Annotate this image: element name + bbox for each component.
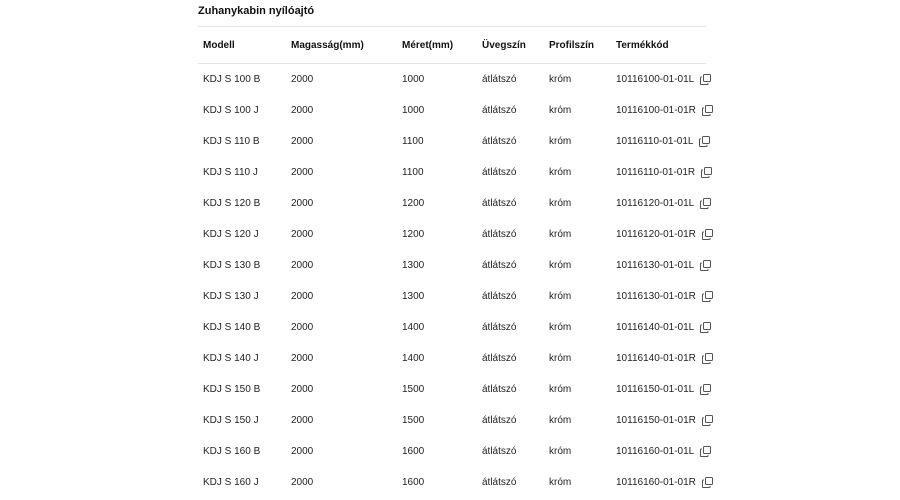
cell-profile-color: króm (549, 384, 572, 395)
table-row (198, 312, 706, 343)
table-row (198, 374, 706, 405)
product-code-text: 10116100-01-01L (616, 74, 695, 85)
product-code-text: 10116130-01-01L (616, 260, 695, 271)
product-code-wrapper (616, 343, 706, 374)
cell-profile-color: króm (549, 260, 572, 271)
cell-height: 2000 (291, 167, 314, 178)
cell-size: 1000 (402, 105, 425, 116)
cell-height: 2000 (291, 446, 314, 457)
product-code-text: 10116160-01-01L (616, 446, 695, 457)
cell-size: 1500 (402, 415, 425, 426)
cell-glass-color: átlátszó (482, 477, 517, 488)
cell-height: 2000 (291, 74, 314, 85)
cell-profile-color: króm (549, 229, 572, 240)
product-code-text: 10116150-01-01L (616, 384, 695, 395)
product-code-wrapper (616, 312, 706, 343)
copy-icon[interactable] (700, 446, 711, 457)
cell-model: KDJ S 140 B (203, 322, 261, 333)
column-header-height: Magasság(mm) (286, 27, 397, 64)
product-code-wrapper (616, 405, 706, 436)
table-row (198, 250, 706, 281)
copy-icon[interactable] (700, 74, 711, 85)
copy-icon[interactable] (700, 260, 711, 271)
product-code-text: 10116120-01-01R (616, 229, 696, 240)
product-code-wrapper (616, 281, 706, 312)
cell-profile-color: króm (549, 105, 572, 116)
cell-profile-color: króm (549, 198, 572, 209)
cell-height: 2000 (291, 353, 314, 364)
product-code-text: 10116140-01-01R (616, 353, 696, 364)
table-row (198, 467, 706, 498)
cell-product-code (611, 343, 706, 374)
column-header-product-code: Termékkód (611, 27, 706, 64)
cell-product-code (611, 374, 706, 405)
cell-model: KDJ S 160 J (203, 477, 259, 488)
cell-glass-color: átlátszó (482, 384, 517, 395)
cell-product-code (611, 157, 706, 188)
product-code-wrapper (616, 219, 706, 250)
product-code-text: 10116150-01-01R (616, 415, 696, 426)
cell-product-code (611, 126, 706, 157)
cell-profile-color: króm (549, 446, 572, 457)
cell-model: KDJ S 120 J (203, 229, 259, 240)
cell-glass-color: átlátszó (482, 136, 517, 147)
table-header-row (198, 27, 706, 64)
cell-model: KDJ S 150 J (203, 415, 259, 426)
product-code-wrapper (616, 157, 706, 188)
product-code-text: 10116160-01-01R (616, 477, 696, 488)
product-code-wrapper (616, 126, 706, 157)
product-code-text: 10116100-01-01R (616, 105, 696, 116)
cell-profile-color: króm (549, 136, 572, 147)
table-row (198, 219, 706, 250)
cell-model: KDJ S 110 J (203, 167, 258, 178)
cell-product-code (611, 188, 706, 219)
cell-height: 2000 (291, 291, 314, 302)
product-code-wrapper (616, 64, 706, 95)
column-header-glass-color: Üvegszín (477, 27, 544, 64)
product-code-text: 10116140-01-01L (616, 322, 695, 333)
cell-glass-color: átlátszó (482, 446, 517, 457)
table-row (198, 405, 706, 436)
product-code-text: 10116120-01-01L (616, 198, 695, 209)
copy-icon[interactable] (702, 353, 713, 364)
cell-size: 1500 (402, 384, 425, 395)
cell-height: 2000 (291, 136, 314, 147)
cell-product-code (611, 405, 706, 436)
column-header-size: Méret(mm) (397, 27, 477, 64)
cell-product-code (611, 250, 706, 281)
cell-model: KDJ S 120 B (203, 198, 261, 209)
product-code-wrapper (616, 436, 706, 467)
cell-glass-color: átlátszó (482, 260, 517, 271)
cell-profile-color: króm (549, 74, 572, 85)
cell-profile-color: króm (549, 291, 572, 302)
cell-glass-color: átlátszó (482, 291, 517, 302)
cell-height: 2000 (291, 260, 314, 271)
cell-size: 1400 (402, 353, 425, 364)
copy-icon[interactable] (702, 477, 713, 488)
product-code-wrapper (616, 374, 706, 405)
product-code-wrapper (616, 188, 706, 219)
table-row (198, 64, 706, 96)
cell-product-code (611, 281, 706, 312)
cell-height: 2000 (291, 105, 314, 116)
cell-product-code (611, 467, 706, 498)
column-header-profile-color: Profilszín (544, 27, 611, 64)
product-table-section (198, 0, 706, 498)
cell-model: KDJ S 100 B (203, 74, 261, 85)
cell-product-code (611, 436, 706, 467)
cell-size: 1600 (402, 446, 425, 457)
cell-glass-color: átlátszó (482, 198, 517, 209)
cell-model: KDJ S 160 B (203, 446, 261, 457)
cell-height: 2000 (291, 198, 314, 209)
copy-icon[interactable] (702, 229, 713, 240)
copy-icon[interactable] (699, 136, 710, 147)
table-row (198, 436, 706, 467)
table-row (198, 343, 706, 374)
cell-size: 1400 (402, 322, 425, 333)
cell-profile-color: króm (549, 167, 572, 178)
table-row (198, 281, 706, 312)
cell-size: 1100 (402, 136, 424, 147)
cell-size: 1300 (402, 291, 425, 302)
copy-icon[interactable] (701, 167, 712, 178)
cell-height: 2000 (291, 384, 314, 395)
cell-profile-color: króm (549, 353, 572, 364)
cell-profile-color: króm (549, 322, 572, 333)
cell-height: 2000 (291, 477, 314, 488)
cell-size: 1300 (402, 260, 425, 271)
cell-model: KDJ S 110 B (203, 136, 260, 147)
cell-model: KDJ S 150 B (203, 384, 261, 395)
copy-icon[interactable] (702, 415, 713, 426)
copy-icon[interactable] (702, 105, 713, 116)
cell-product-code (611, 64, 706, 96)
cell-model: KDJ S 100 J (203, 105, 259, 116)
cell-size: 1100 (402, 167, 424, 178)
cell-product-code (611, 312, 706, 343)
cell-size: 1600 (402, 477, 425, 488)
cell-profile-color: króm (549, 477, 572, 488)
product-table (198, 27, 706, 498)
product-code-text: 10116130-01-01R (616, 291, 696, 302)
cell-glass-color: átlátszó (482, 74, 517, 85)
cell-model: KDJ S 130 B (203, 260, 261, 271)
cell-glass-color: átlátszó (482, 322, 517, 333)
copy-icon[interactable] (702, 291, 713, 302)
copy-icon[interactable] (700, 322, 711, 333)
product-code-wrapper (616, 467, 706, 498)
cell-glass-color: átlátszó (482, 353, 517, 364)
cell-height: 2000 (291, 229, 314, 240)
section-title: Zuhanykabin nyílóajtó (198, 0, 706, 27)
cell-glass-color: átlátszó (482, 105, 517, 116)
product-code-wrapper (616, 95, 706, 126)
cell-glass-color: átlátszó (482, 167, 517, 178)
cell-height: 2000 (291, 415, 314, 426)
cell-product-code (611, 95, 706, 126)
table-row (198, 95, 706, 126)
table-row (198, 188, 706, 219)
table-row (198, 157, 706, 188)
product-code-text: 10116110-01-01L (616, 136, 694, 147)
product-code-wrapper (616, 250, 706, 281)
copy-icon[interactable] (700, 384, 711, 395)
table-row (198, 126, 706, 157)
cell-glass-color: átlátszó (482, 229, 517, 240)
cell-product-code (611, 219, 706, 250)
product-code-text: 10116110-01-01R (616, 167, 696, 178)
cell-size: 1200 (402, 198, 425, 209)
cell-size: 1000 (402, 74, 425, 85)
cell-model: KDJ S 130 J (203, 291, 259, 302)
copy-icon[interactable] (700, 198, 711, 209)
column-header-model: Modell (198, 27, 286, 64)
table-body (198, 64, 706, 499)
cell-size: 1200 (402, 229, 425, 240)
cell-model: KDJ S 140 J (203, 353, 259, 364)
cell-height: 2000 (291, 322, 314, 333)
cell-profile-color: króm (549, 415, 572, 426)
cell-glass-color: átlátszó (482, 415, 517, 426)
